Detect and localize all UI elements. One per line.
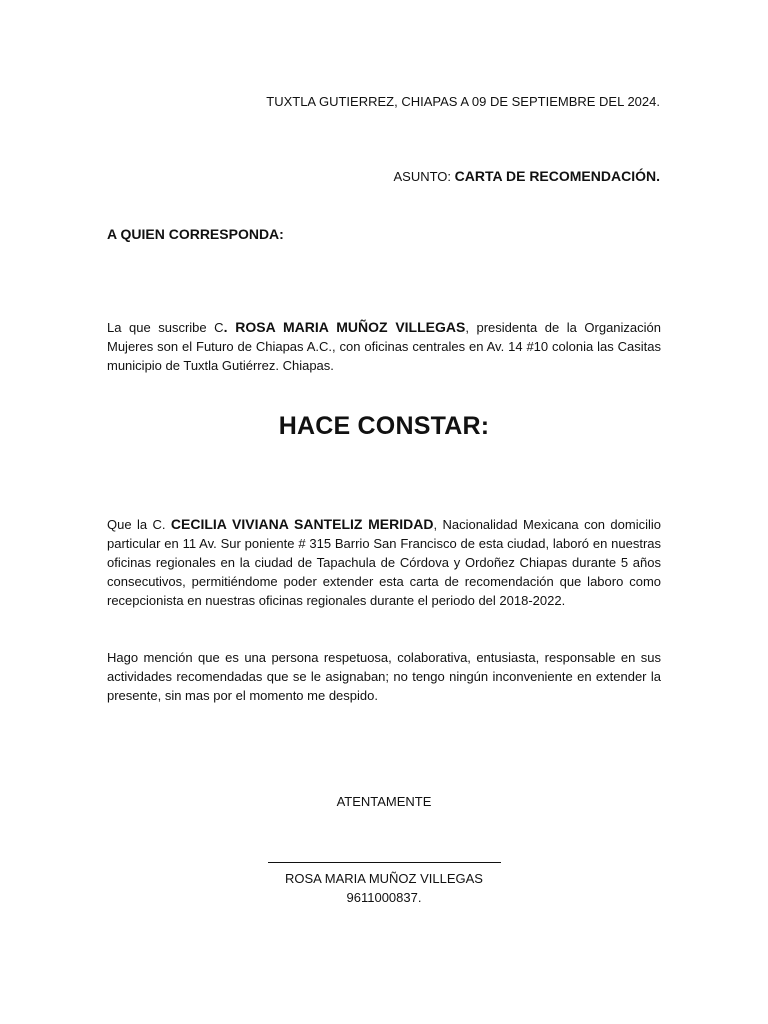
statement-paragraph [107, 515, 661, 610]
statement-prefix: Que la C. [107, 517, 171, 532]
closing-salutation: ATENTAMENTE [336, 794, 432, 809]
signer-name-inline: . ROSA MARIA MUÑOZ VILLEGAS [223, 319, 466, 335]
closing-paragraph: Hago mención que es una persona respetuosa, colaborativa, entusiasta, responsable en sus actividades recomendadas que se le asignaban; no tengo ningún inconveniente en extender la presente, sin mas por el momento me despido. [107, 650, 661, 703]
subject-value: CARTA DE RECOMENDACIÓN. [454, 168, 660, 184]
subject-label: ASUNTO: [393, 169, 455, 184]
signature-line [268, 862, 501, 863]
greeting: A QUIEN CORRESPONDA: [107, 226, 284, 242]
recommended-person-name: CECILIA VIVIANA SANTELIZ MERIDAD [170, 516, 434, 532]
intro-suffix: , presidenta de la Organización Mujeres son el Futuro de Chiapas A.C., con oficinas centrales en Av. 14 #10 colonia las Casitas municipio de Tuxtla Gutiérrez. Chiapas. [107, 320, 661, 373]
document-heading: HACE CONSTAR: [278, 412, 490, 440]
signer-name: ROSA MARIA MUÑOZ VILLEGAS [285, 871, 483, 886]
intro-prefix: La que suscribe C [107, 320, 224, 335]
subject-line [393, 167, 660, 186]
signer-phone: 9611000837. [346, 890, 422, 905]
statement-suffix: , Nacionalidad Mexicana con domicilio particular en 11 Av. Sur poniente # 315 Barrio San Francisco de esta ciudad, laboró en nuestras oficinas regionales en la ciudad de Tapachula de Córdova y Ordoñez Chiapas durante 5 años consecutivos, permitiéndome poder extender esta carta de recomendación que laboro como recepcionista en nuestras oficinas regionales durante el periodo del 2018-2022. [107, 517, 661, 608]
intro-paragraph [107, 318, 661, 375]
date-line: TUXTLA GUTIERREZ, CHIAPAS A 09 DE SEPTIEMBRE DEL 2024. [266, 94, 660, 109]
